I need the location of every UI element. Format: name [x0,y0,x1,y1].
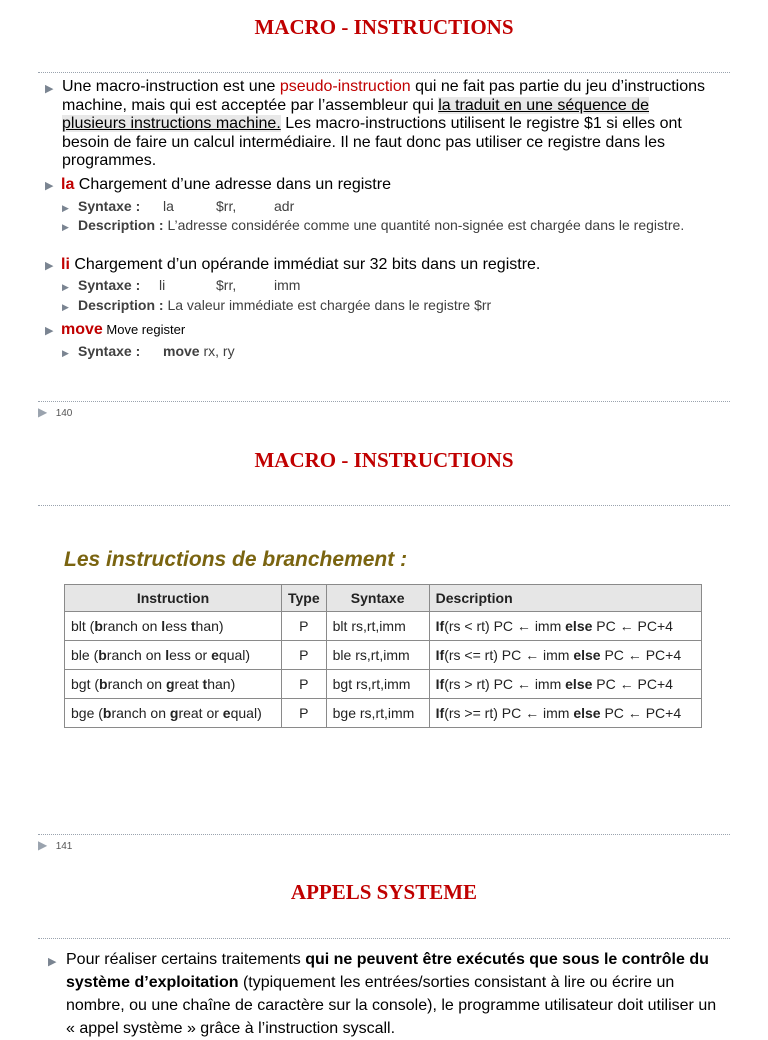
branch-table [64,584,702,728]
type-cell: P [282,641,327,670]
bullet-icon: ▶ [48,956,57,968]
la-item [45,176,391,194]
description-cell: If(rs >= rt) PC ← imm else PC ← PC+4 [429,699,701,728]
type-cell: P [282,699,327,728]
col-header: Instruction [65,585,282,612]
syntax-cell: bge rs,rt,imm [326,699,429,728]
la-desc: Chargement d’une adresse dans un registre [74,176,391,193]
bullet-icon: ▶ [45,83,54,95]
col-header: Description [429,585,701,612]
syntax-cell: bgt rs,rt,imm [326,670,429,699]
syntax-cell: ble rs,rt,imm [326,641,429,670]
bullet-icon: ▶ [45,260,54,272]
move-syntax: ▶ Syntaxe : move rx, ry [62,343,235,359]
page-footer [38,403,72,421]
intro-paragraph [45,78,715,171]
type-cell: P [282,670,327,699]
description-cell: If(rs > rt) PC ← imm else PC ← PC+4 [429,670,701,699]
pseudo-instruction-term: pseudo-instruction [279,78,411,95]
intro-text-3: Les macro-instructions utilisent le registre $1 si elles ont besoin de faire un calcul intermédiaire. Il ne faut donc pas utiliser ce registre dans les programmes. [62,115,682,169]
syscall-paragraph: ▶ Pour réaliser certains traitements qui ne peuvent être exécutés que sous le contrôle du système d’exploitation (typiquement les entrées/sorties consistant à lire ou écrire un nombre, ou une chaîne de caractère sur la console), le programme utilisateur doit utiliser un « appel système » grâce à l’instruction syscall. [48,951,717,1037]
bullet-icon: ▶ [62,203,69,213]
page-number: 140 [55,408,73,419]
slide1-title: MACRO - INSTRUCTIONS [254,15,514,39]
divider [38,505,730,506]
instruction-cell: blt (branch on less than) [65,612,282,641]
intro-text-1: Une macro-instruction est une [62,78,280,95]
intro-text-2: qui ne fait pas partie du jeu d’instructions machine, mais qui est acceptée par l’assembleur qui [62,78,706,114]
la-keyword: la [61,176,75,193]
divider [38,72,730,73]
instruction-cell: bge (branch on great or equal) [65,699,282,728]
la-description: ▶ Description : L’adresse considérée comme une quantité non-signée est chargée dans le registre. [62,217,685,233]
divider [38,834,730,835]
bullet-icon: ▶ [62,348,69,358]
table-row [65,670,702,699]
triangle-icon: ▶ [38,405,48,419]
li-desc: Chargement d’un opérande immédiat sur 32 bits dans un registre. [69,256,541,273]
instruction-cell: bgt (branch on great than) [65,670,282,699]
slide2-title: MACRO - INSTRUCTIONS [254,448,514,472]
move-desc: Move register [102,322,186,337]
slide3-title: APPELS SYSTEME [290,880,478,904]
li-keyword: li [61,256,70,273]
divider [38,938,730,939]
move-keyword: move [61,321,103,338]
page-footer [38,836,72,854]
branch-heading: Les instructions de branchement : [64,548,408,571]
instruction-cell: ble (branch on less or equal) [65,641,282,670]
description-cell: If(rs < rt) PC ← imm else PC ← PC+4 [429,612,701,641]
divider [38,401,730,402]
bullet-icon: ▶ [62,222,69,232]
bullet-icon: ▶ [62,282,69,292]
bullet-icon: ▶ [45,325,54,337]
table-row [65,699,702,728]
type-cell: P [282,612,327,641]
description-cell: If(rs <= rt) PC ← imm else PC ← PC+4 [429,641,701,670]
bullet-icon: ▶ [62,302,69,312]
triangle-icon: ▶ [38,838,48,852]
li-syntax: ▶ Syntaxe : li $rr, imm [62,277,301,293]
bullet-icon: ▶ [45,180,54,192]
intro-underlined: la traduit en une séquence de plusieurs instructions machine. [62,96,650,132]
col-header: Syntaxe [326,585,429,612]
page-number: 141 [55,841,73,852]
table-row [65,612,702,641]
li-item [45,256,540,274]
li-description: ▶ Description : La valeur immédiate est chargée dans le registre $rr [62,297,492,313]
syntax-cell: blt rs,rt,imm [326,612,429,641]
move-item [45,321,185,339]
table-row [65,641,702,670]
la-syntax: ▶ Syntaxe : la $rr, adr [62,198,295,214]
col-header: Type [282,585,327,612]
